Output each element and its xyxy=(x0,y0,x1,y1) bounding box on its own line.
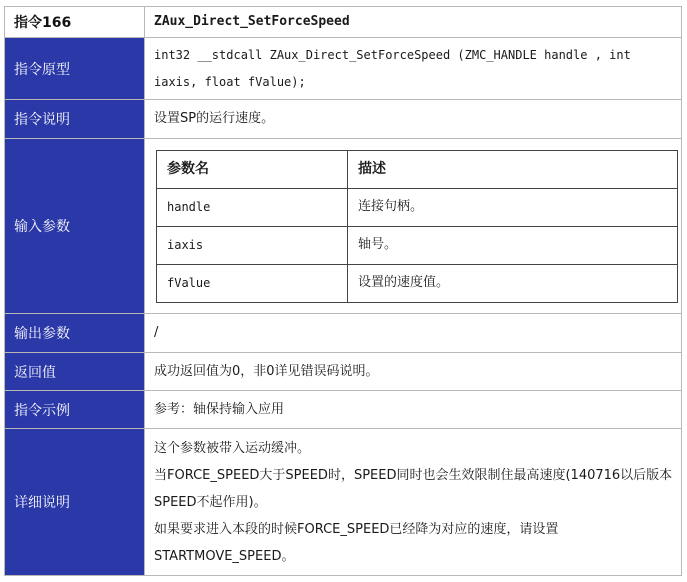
return-label: 返回值 xyxy=(5,353,145,391)
details-line: 当FORCE_SPEED大于SPEED时，SPEED同时也会生效限制住最高速度(140716以后版本SPEED不起作用)。 xyxy=(154,467,673,510)
table-row xyxy=(157,226,678,264)
output-params-label: 输出参数 xyxy=(5,314,145,353)
prototype-label: 指令原型 xyxy=(5,38,145,100)
details-line: 这个参数被带入运动缓冲。 xyxy=(154,440,311,456)
return-value: 成功返回值为0，非0详见错误码说明。 xyxy=(145,353,682,391)
param-name-header: 参数名 xyxy=(157,150,348,188)
description-value: 设置SP的运行速度。 xyxy=(145,100,682,139)
param-desc: 轴号。 xyxy=(348,226,678,264)
details-label: 详细说明 xyxy=(5,429,145,576)
param-desc-header: 描述 xyxy=(348,150,678,188)
params-header-row xyxy=(157,150,678,188)
prototype-value: int32 __stdcall ZAux_Direct_SetForceSpeed (ZMC_HANDLE handle , int iaxis, float fValue); xyxy=(145,38,682,100)
return-row xyxy=(5,353,682,391)
table-row xyxy=(157,264,678,302)
input-params-label: 输入参数 xyxy=(5,139,145,314)
command-name: ZAux_Direct_SetForceSpeed xyxy=(145,7,682,38)
params-table xyxy=(156,150,678,303)
param-name: fValue xyxy=(157,264,348,302)
example-label: 指令示例 xyxy=(5,391,145,429)
example-row xyxy=(5,391,682,429)
prototype-row xyxy=(5,38,682,100)
details-value xyxy=(145,429,682,576)
example-value: 参考：轴保持输入应用 xyxy=(145,391,682,429)
table-row xyxy=(157,188,678,226)
output-params-row xyxy=(5,314,682,353)
description-row xyxy=(5,100,682,139)
details-line: 如果要求进入本段的时候FORCE_SPEED已经降为对应的速度，请设置STARTMOVE_SPEED。 xyxy=(154,521,559,564)
param-desc: 设置的速度值。 xyxy=(348,264,678,302)
param-name: iaxis xyxy=(157,226,348,264)
description-label: 指令说明 xyxy=(5,100,145,139)
header-row xyxy=(5,7,682,38)
output-params-value: / xyxy=(145,314,682,353)
api-doc-table xyxy=(4,6,682,576)
param-name: handle xyxy=(157,188,348,226)
details-row xyxy=(5,429,682,576)
input-params-row xyxy=(5,139,682,314)
command-number: 指令166 xyxy=(5,7,145,38)
input-params-cell xyxy=(145,139,682,314)
param-desc: 连接句柄。 xyxy=(348,188,678,226)
